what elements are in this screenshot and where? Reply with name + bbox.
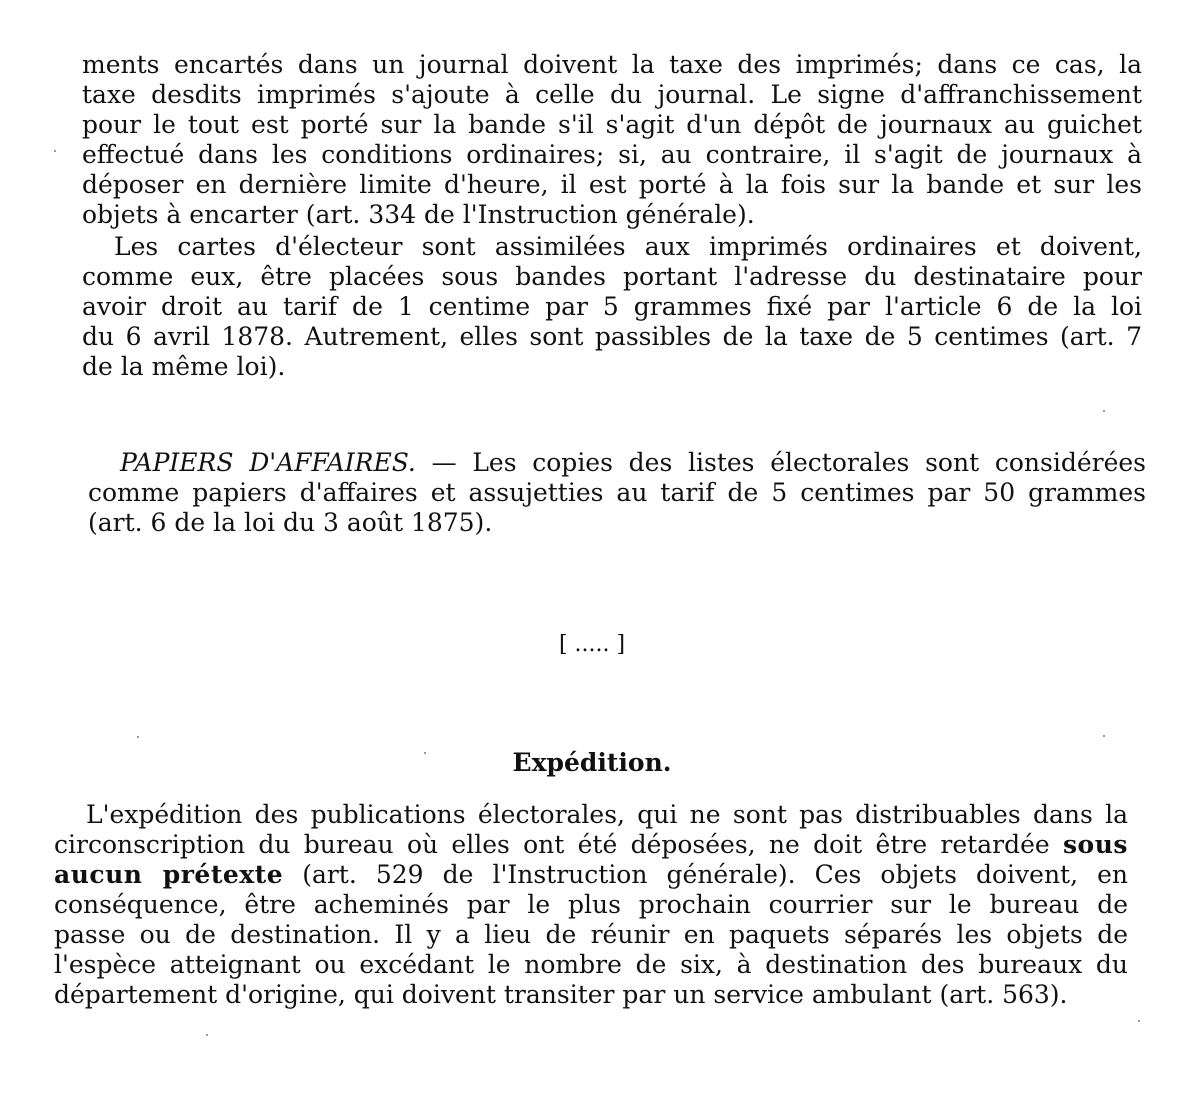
text-line: pour le tout est porté sur la bande s'il s'agit d'un dépôt de journaux au guichet: [82, 110, 1142, 139]
text-line: [54, 860, 1128, 890]
paragraph-papiers-affaires: [88, 448, 1146, 538]
paragraph-cartes-electeur: [82, 232, 1142, 382]
text-line: [54, 830, 1128, 860]
paragraph-imprimes-encartes: [82, 50, 1142, 230]
text-line: de la même loi).: [82, 352, 286, 381]
text-line: déposer en dernière limite d'heure, il est porté à la fois sur la bande et sur les: [82, 170, 1142, 199]
text-run: — Les copies des listes électorales sont considérées: [415, 448, 1146, 477]
text-line: [88, 448, 1146, 478]
text-line: ments encartés dans un journal doivent la taxe des imprimés; dans ce cas, la: [82, 50, 1142, 79]
emphasis-text: aucun prétexte: [54, 860, 284, 889]
section-lead: PAPIERS D'AFFAIRES.: [120, 448, 416, 477]
text-line: effectué dans les conditions ordinaires; si, au contraire, il s'agit de journaux à: [82, 140, 1142, 169]
scan-speck: [206, 1034, 208, 1036]
text-line: objets à encarter (art. 334 de l'Instruction générale).: [82, 200, 755, 229]
text-line: Les cartes d'électeur sont assimilées aux imprimés ordinaires et doivent,: [114, 232, 1142, 261]
text-line: l'espèce atteignant ou excédant le nombre de six, à destination des bureaux du: [54, 950, 1128, 979]
text-line: comme papiers d'affaires et assujetties au tarif de 5 centimes par 50 grammes: [88, 478, 1146, 507]
scan-speck: [137, 736, 139, 738]
scan-speck: [54, 150, 56, 152]
paragraph-expedition: [54, 800, 1128, 1010]
text-run: circonscription du bureau où elles ont été déposées, ne doit être retardée: [54, 830, 1063, 859]
text-line: taxe desdits imprimés s'ajoute à celle du journal. Le signe d'affranchissement: [82, 80, 1142, 109]
scan-speck: [1103, 410, 1105, 412]
text-line: du 6 avril 1878. Autrement, elles sont passibles de la taxe de 5 centimes (art. 7: [82, 322, 1142, 351]
text-line: (art. 6 de la loi du 3 août 1875).: [88, 508, 493, 537]
text-line: conséquence, être acheminés par le plus prochain courrier sur le bureau de: [54, 890, 1128, 919]
scan-speck: [1138, 1020, 1140, 1022]
text-line: passe ou de destination. Il y a lieu de réunir en paquets séparés les objets de: [54, 920, 1128, 949]
scan-speck: [1103, 735, 1105, 737]
omission-marker: [ ..... ]: [558, 632, 626, 657]
emphasis-text: sous: [1062, 830, 1128, 859]
scan-speck: [424, 752, 426, 754]
text-line: département d'origine, qui doivent transiter par un service ambulant (art. 563).: [54, 980, 1068, 1009]
text-line: comme eux, être placées sous bandes portant l'adresse du destinataire pour: [82, 262, 1142, 291]
text-line: avoir droit au tarif de 1 centime par 5 grammes fixé par l'article 6 de la loi: [82, 292, 1142, 321]
section-heading: Expédition.: [512, 748, 672, 777]
text-line: L'expédition des publications électorales, qui ne sont pas distribuables dans la: [86, 800, 1128, 829]
text-run: (art. 529 de l'Instruction générale). Ces objets doivent, en: [283, 860, 1128, 889]
